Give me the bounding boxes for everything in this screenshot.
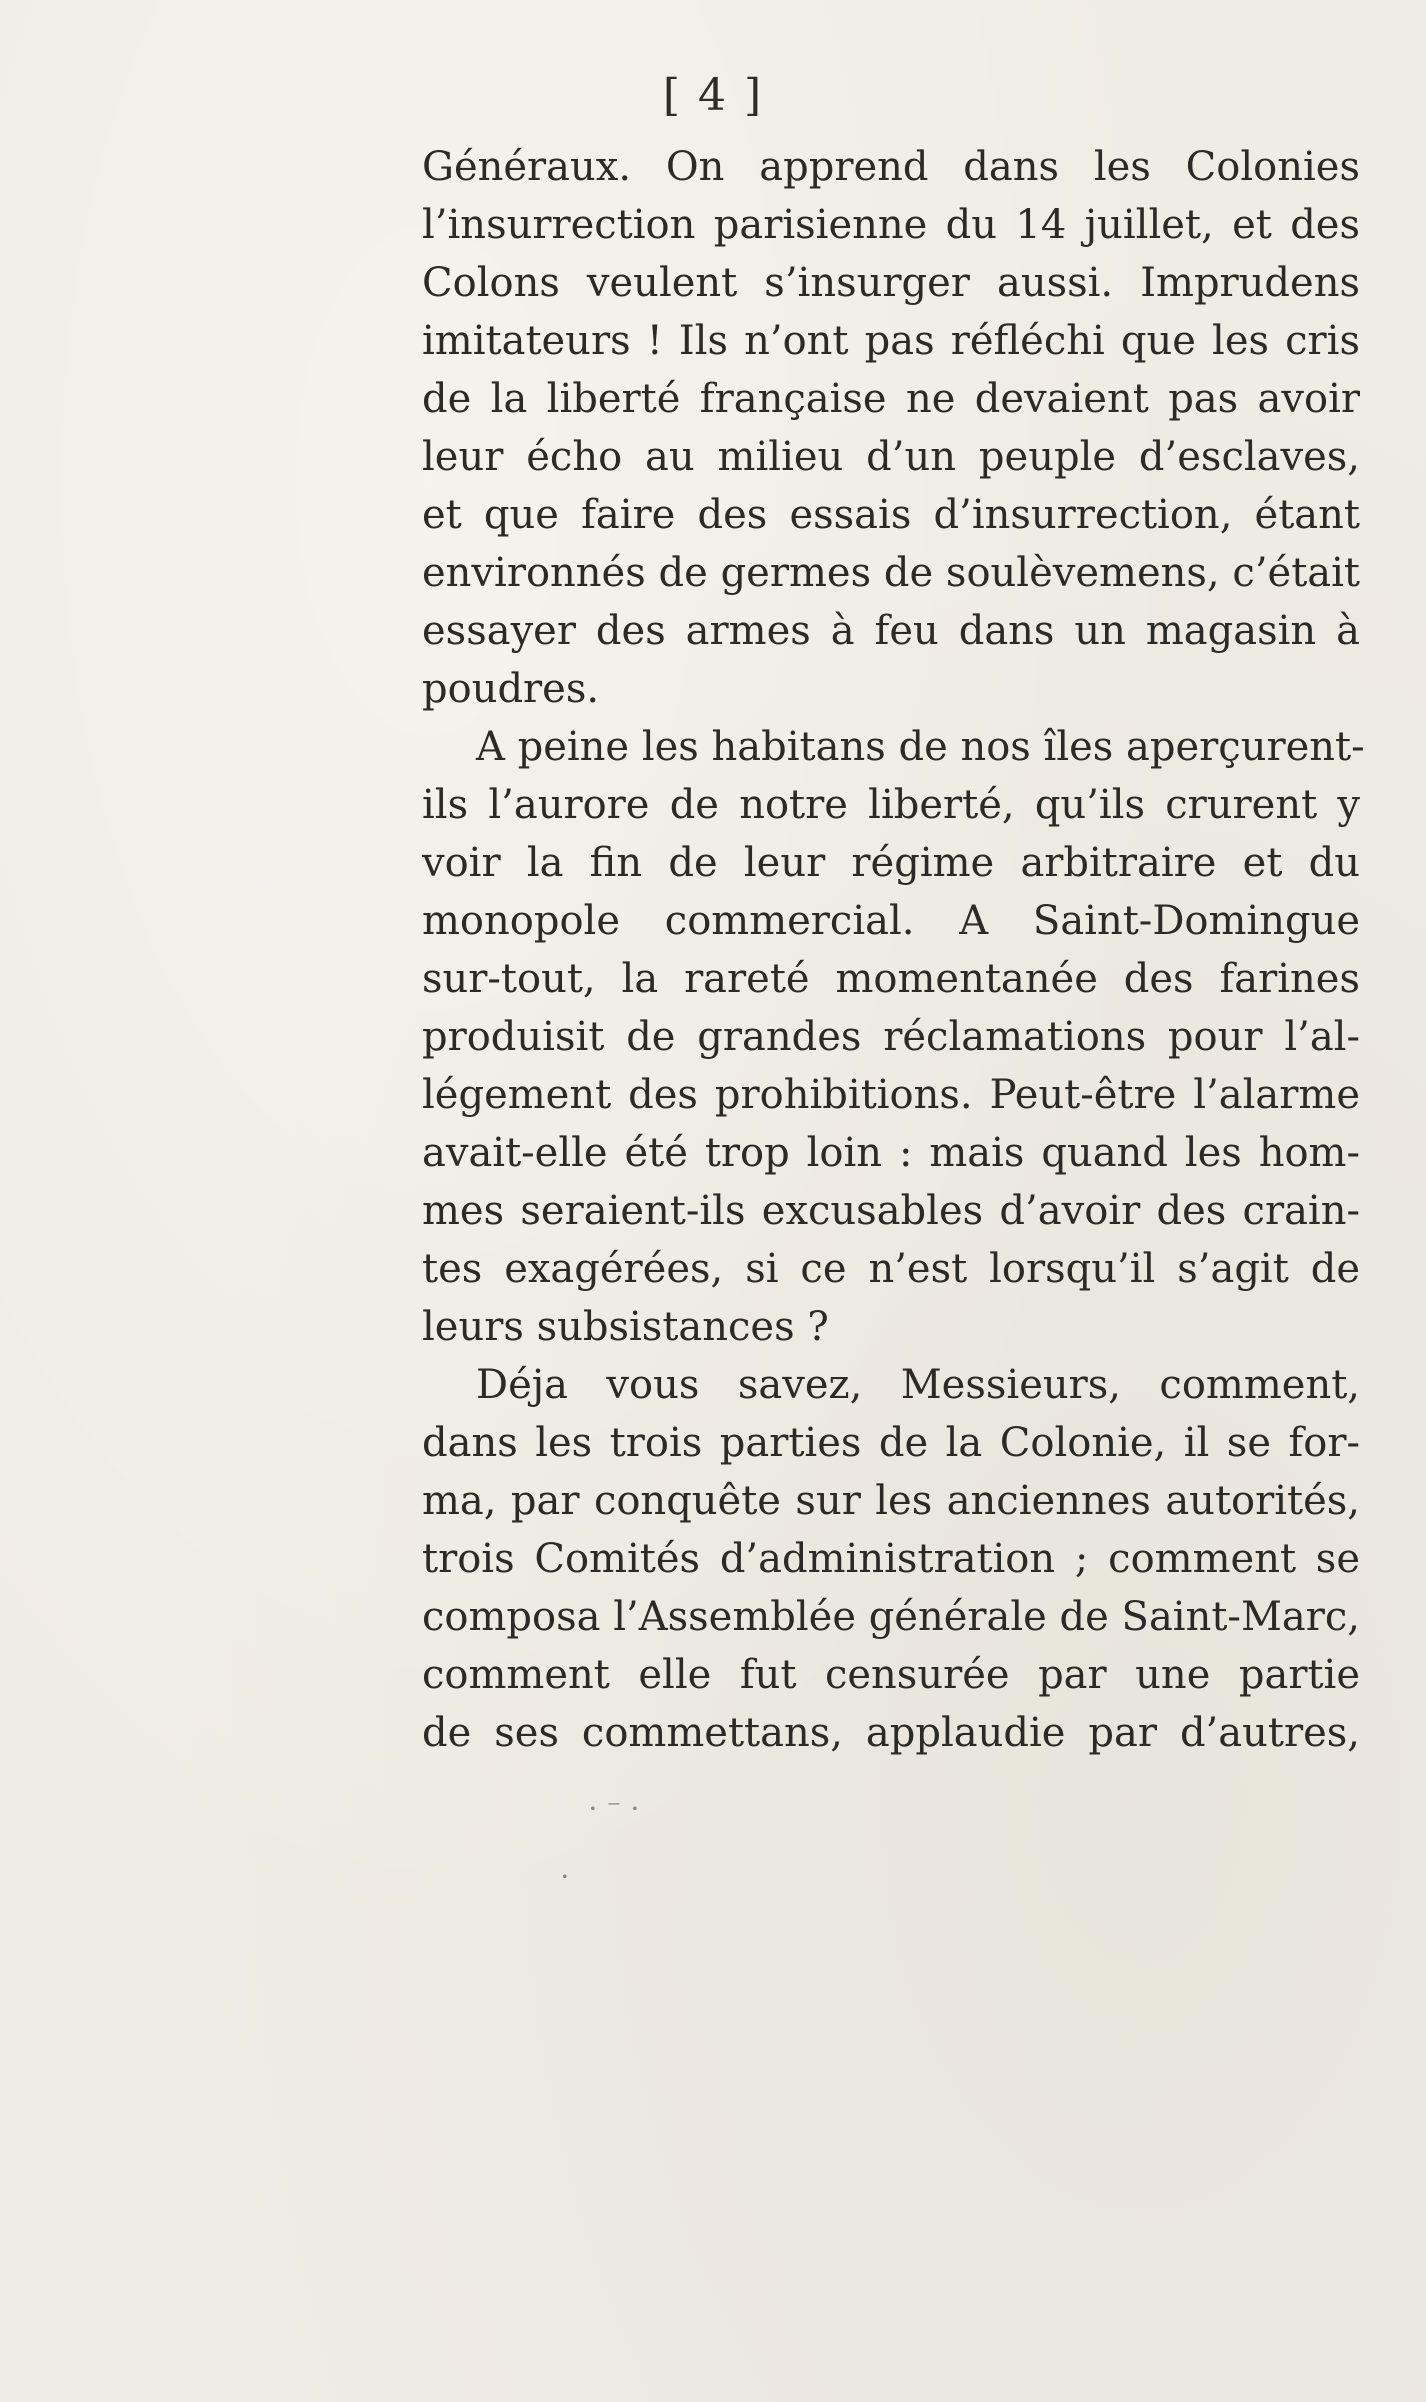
text-line: Déja vous savez, Messieurs, comment, [476,1362,1360,1408]
text-line: composa l’Assemblée générale de Saint-Marc, [422,1594,1360,1640]
text-line: trois Comités d’administration ; comment se [422,1536,1360,1582]
text-line: A peine les habitans de nos îles aperçurent- [476,724,1365,770]
text-line: de la liberté française ne devaient pas avoir [422,376,1360,422]
text-line: leurs subsistances ? [422,1304,829,1350]
text-line: Colons veulent s’insurger aussi. Imprudens [422,260,1360,306]
text-line: poudres. [422,666,600,712]
paragraph-3 [422,1356,1360,1762]
text-line: comment elle fut censurée par une partie [422,1652,1360,1698]
text-line: de ses commettans, applaudie par d’autres, [422,1710,1360,1756]
text-line: mes seraient-ils excusables d’avoir des crain- [422,1188,1360,1234]
text-line: et que faire des essais d’insurrection, étant [422,492,1360,538]
text-line: avait-elle été trop loin : mais quand les hom- [422,1130,1360,1176]
text-line: imitateurs ! Ils n’ont pas réfléchi que les cris [422,318,1360,364]
paragraph-1 [422,138,1360,718]
text-line: l’insurrection parisienne du 14 juillet, et des [422,202,1360,248]
text-line: tes exagérées, si ce n’est lorsqu’il s’agit de [422,1246,1360,1292]
text-line: produisit de grandes réclamations pour l’al- [422,1014,1360,1060]
text-line: voir la fin de leur régime arbitraire et du [422,840,1360,886]
text-line: ma, par conquête sur les anciennes autorités, [422,1478,1360,1524]
text-line: dans les trois parties de la Colonie, il se for- [422,1420,1360,1466]
text-line: ils l’aurore de notre liberté, qu’ils crurent y [422,782,1360,828]
ink-smudge: ⋅ [560,1860,570,1893]
text-line: monopole commercial. A Saint-Domingue [422,898,1360,944]
text-line: légement des prohibitions. Peut-être l’alarme [422,1072,1360,1118]
paragraph-2 [422,718,1365,1356]
ink-smudge: ⋅ ⁻ ⋅ [588,1792,640,1825]
text-line: environnés de germes de soulèvemens, c’était [422,550,1360,596]
text-line: essayer des armes à feu dans un magasin à [422,608,1360,654]
text-line: leur écho au milieu d’un peuple d’esclaves, [422,434,1360,480]
body-text [422,138,1365,1762]
text-line: Généraux. On apprend dans les Colonies [422,144,1360,190]
page-number: [ 4 ] [662,70,764,121]
text-line: sur-tout, la rareté momentanée des farines [422,956,1360,1002]
